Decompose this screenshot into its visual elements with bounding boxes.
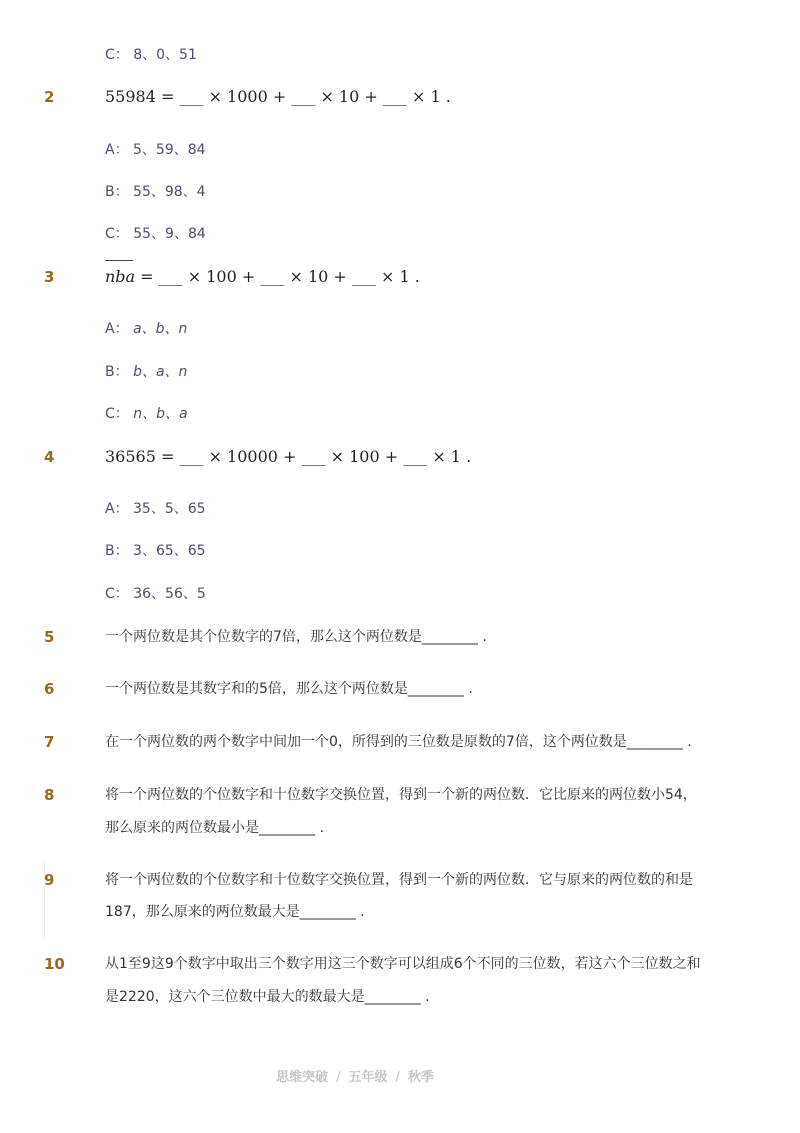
q8-number: 8 (44, 786, 55, 804)
q3-expression (105, 266, 420, 288)
footer-separator: / (395, 1070, 400, 1085)
q7-number: 7 (44, 733, 55, 751)
q1-option-c: C： 8、0、51 (105, 47, 197, 63)
q3-option-c-label: C： (105, 406, 134, 422)
q3-expression-variable: nba (105, 267, 136, 286)
q3-option-a-label: A： (105, 321, 134, 337)
footer-separator: / (336, 1070, 341, 1085)
q9-text-line1: 将一个两位数的个位数字和十位数字交换位置，得到一个新的两位数．它与原来的两位数的和是 (105, 872, 693, 888)
q4-option-a: A： 35、5、65 (105, 501, 206, 517)
q3-option-b-label: B： (105, 364, 134, 380)
q10-text-line2: 是2220，这六个三位数中最大的数最大是________ . (105, 989, 430, 1005)
q4-expression: 36565 = ___ × 10000 + ___ × 100 + ___ × 1 . (105, 447, 472, 466)
q3-overline-bar (105, 260, 133, 261)
q2-option-b: B： 55、98、4 (105, 184, 206, 200)
q9-text-line2: 187，那么原来的两位数最大是________ . (105, 904, 365, 920)
q6-number: 6 (44, 680, 55, 698)
q4-option-b: B： 3、65、65 (105, 543, 206, 559)
q7-text: 在一个两位数的两个数字中间加一个0，所得到的三位数是原数的7倍，这个两位数是________ . (105, 734, 692, 750)
q3-option-c (105, 404, 188, 424)
footer-series: 思维突破 (276, 1070, 329, 1085)
q10-number: 10 (44, 955, 65, 973)
q8-text-line2: 那么原来的两位数最小是________ . (105, 820, 324, 836)
q2-expression: 55984 = ___ × 1000 + ___ × 10 + ___ × 1 . (105, 87, 451, 106)
q2-number: 2 (44, 88, 55, 106)
q2-option-a: A： 5、59、84 (105, 142, 206, 158)
footer-grade: 五年级 (348, 1070, 388, 1085)
q9-number: 9 (44, 871, 55, 889)
q3-option-c-value: n、b、a (133, 406, 188, 422)
footer-season: 秋季 (407, 1070, 434, 1085)
q2-option-c: C： 55、9、84 (105, 226, 206, 242)
q5-number: 5 (44, 628, 55, 646)
q3-option-a (105, 319, 187, 339)
q10-text-line1: 从1至9这9个数字中取出三个数字用这三个数字可以组成6个不同的三位数，若这六个三位数之和 (105, 956, 701, 972)
q3-option-b-value: b、a、n (133, 364, 188, 380)
q8-text-line1: 将一个两位数的个位数字和十位数字交换位置，得到一个新的两位数．它比原来的两位数小54， (105, 787, 697, 803)
q3-number: 3 (44, 268, 55, 286)
q3-expression-rest: = ___ × 100 + ___ × 10 + ___ × 1 . (135, 267, 420, 286)
q5-text: 一个两位数是其个位数字的7倍，那么这个两位数是________ . (105, 629, 487, 645)
q3-option-b (105, 362, 187, 382)
q4-number: 4 (44, 448, 55, 466)
page-footer (0, 1066, 710, 1085)
q6-text: 一个两位数是其数字和的5倍，那么这个两位数是________ . (105, 681, 473, 697)
q4-option-c: C： 36、56、5 (105, 586, 206, 602)
q3-option-a-value: a、b、n (133, 321, 188, 337)
